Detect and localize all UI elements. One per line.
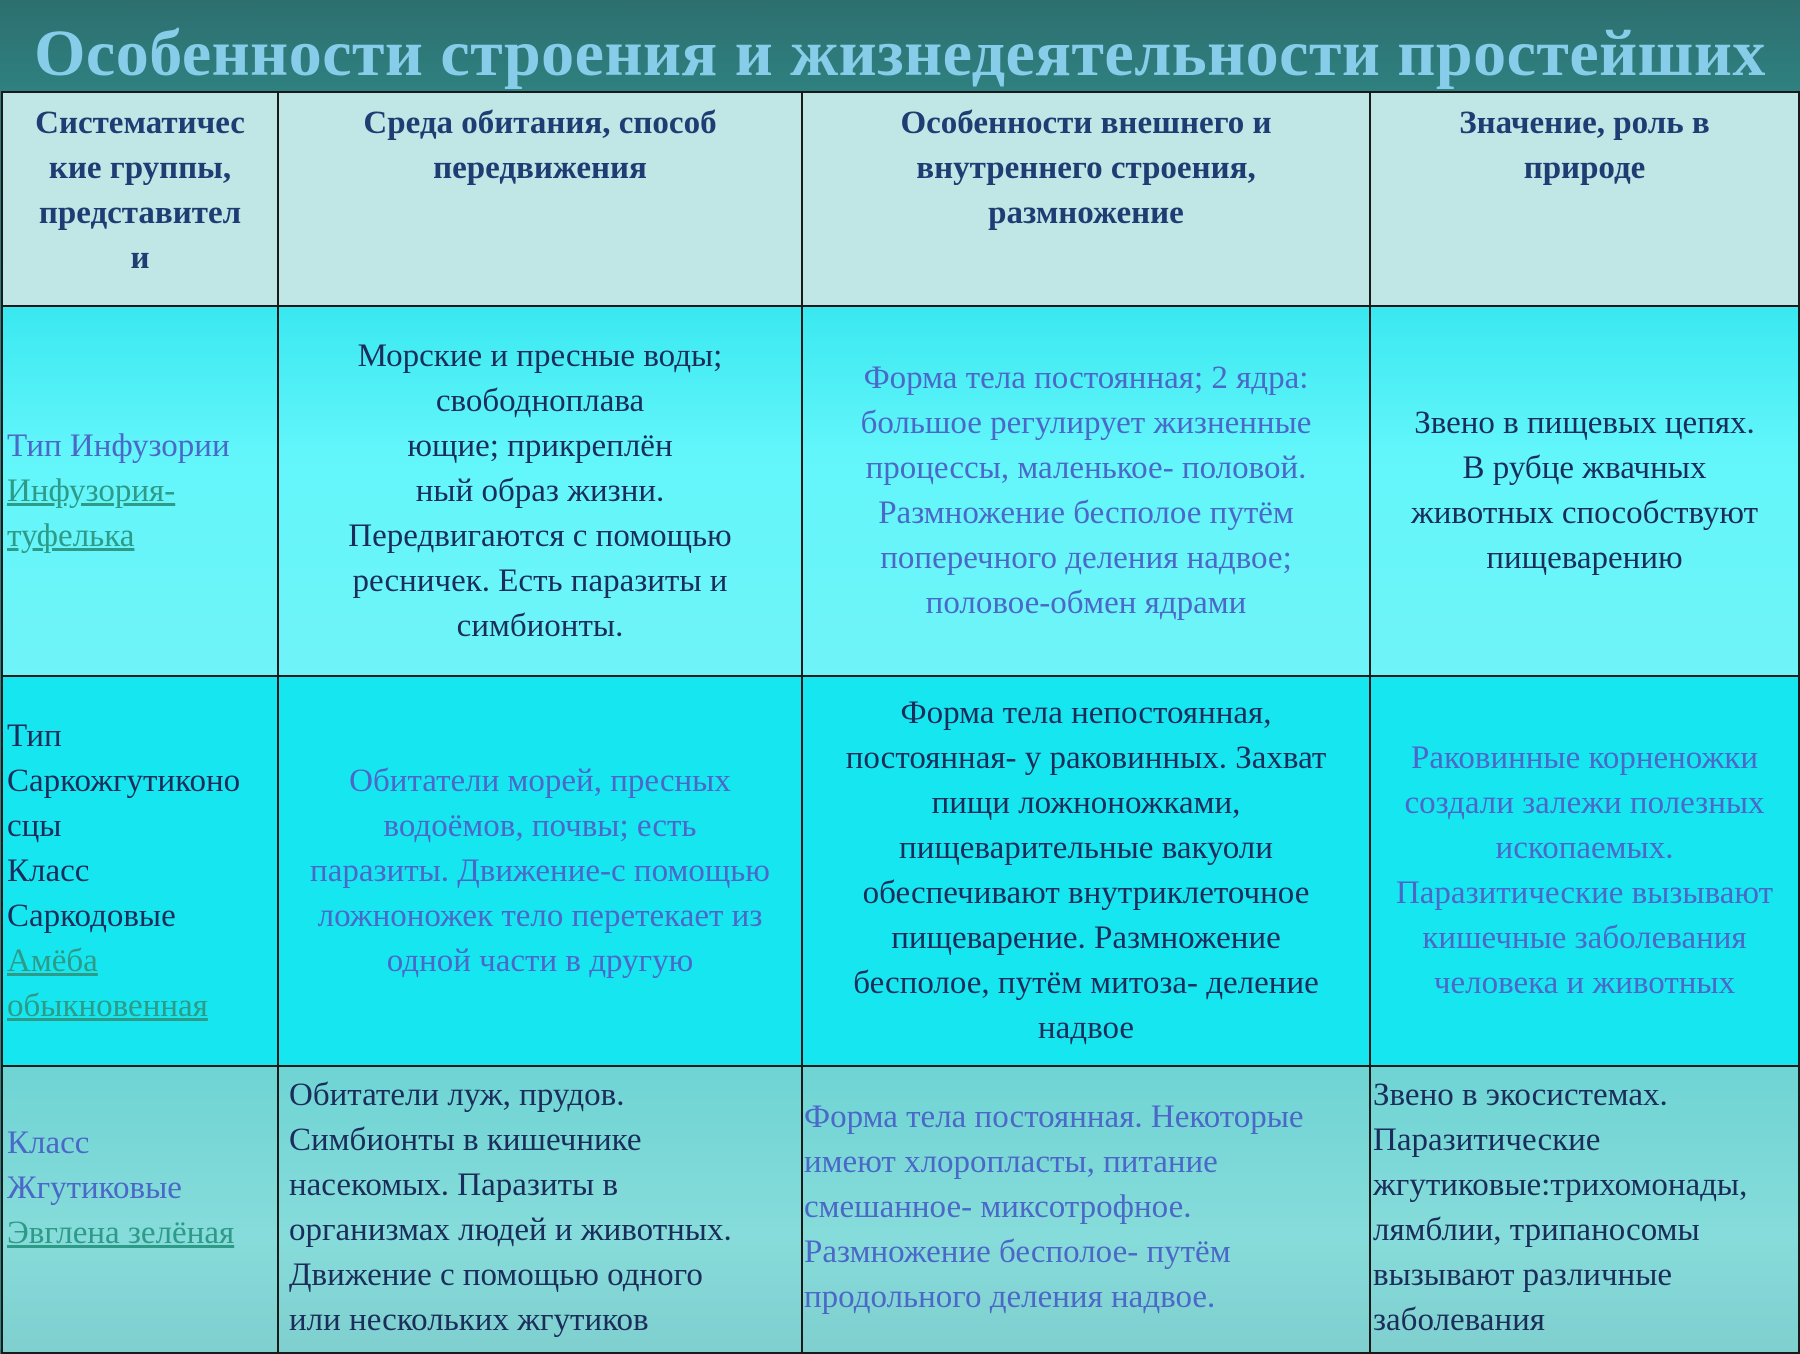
- representative-link[interactable]: Эвглена зелёная: [7, 1215, 235, 1251]
- table-row: [2, 306, 1799, 676]
- header-habitat: Среда обитания, способ передвижения: [278, 92, 802, 306]
- header-structure: Особенности внешнего и внутреннего строения, размножение: [802, 92, 1370, 306]
- role-cell: Звено в экосистемах. Паразитические жгутиковые:трихомонады, лямблии, трипаносомы вызывают различные заболевания: [1370, 1066, 1799, 1353]
- role-cell: Звено в пищевых цепях. В рубце жвачных животных способствуют пищеварению: [1370, 306, 1799, 676]
- representative-link[interactable]: Инфузория-: [7, 472, 176, 509]
- slide-title: Особенности строения и жизнедеятельности простейших: [34, 17, 1766, 90]
- table-row: [2, 676, 1799, 1066]
- group-cell: Тип Инфузории Инфузория- туфелька: [2, 306, 278, 676]
- table-header-row: [2, 92, 1799, 306]
- structure-cell: Форма тела непостоянная, постоянная- у раковинных. Захват пищи ложноножками, пищеварительные вакуоли обеспечивают внутриклеточное пищеварение. Размножение бесполое, путём митоза- деление надвое: [802, 676, 1370, 1066]
- representative-link[interactable]: туфелька: [7, 517, 135, 554]
- header-role: Значение, роль в природе: [1370, 92, 1799, 306]
- header-systematic-groups: Систематичес кие группы, представител и: [2, 92, 278, 306]
- group-cell: Класс Жгутиковые Эвглена зелёная: [2, 1066, 278, 1353]
- role-cell: Раковинные корненожки создали залежи полезных ископаемых. Паразитические вызывают кишечные заболевания человека и животных: [1370, 676, 1799, 1066]
- protozoa-table: [1, 91, 1800, 1354]
- habitat-cell: Обитатели луж, прудов. Симбионты в кишечнике насекомых. Паразиты в организмах людей и животных. Движение с помощью одного или нескольких жгутиков: [278, 1066, 802, 1353]
- group-cell: Тип Саркожгутиконо сцы Класс Саркодовые Амёба обыкновенная: [2, 676, 278, 1066]
- representative-link[interactable]: Амёба: [7, 942, 98, 979]
- structure-cell: Форма тела постоянная; 2 ядра: большое регулирует жизненные процессы, маленькое- половой. Размножение бесполое путём поперечного деления надвое; половое-обмен ядрами: [802, 306, 1370, 676]
- habitat-cell: Морские и пресные воды; свободноплава ющие; прикреплён ный образ жизни. Передвигаются с помощью ресничек. Есть паразиты и симбионты.: [278, 306, 802, 676]
- representative-link[interactable]: обыкновенная: [7, 987, 208, 1024]
- table-row: [2, 1066, 1799, 1353]
- structure-cell: Форма тела постоянная. Некоторые имеют хлоропласты, питание смешанное- миксотрофное. Размножение бесполое- путём продольного деления надвое.: [802, 1066, 1370, 1353]
- habitat-cell: Обитатели морей, пресных водоёмов, почвы; есть паразиты. Движение-с помощью ложноножек тело перетекает из одной части в другую: [278, 676, 802, 1066]
